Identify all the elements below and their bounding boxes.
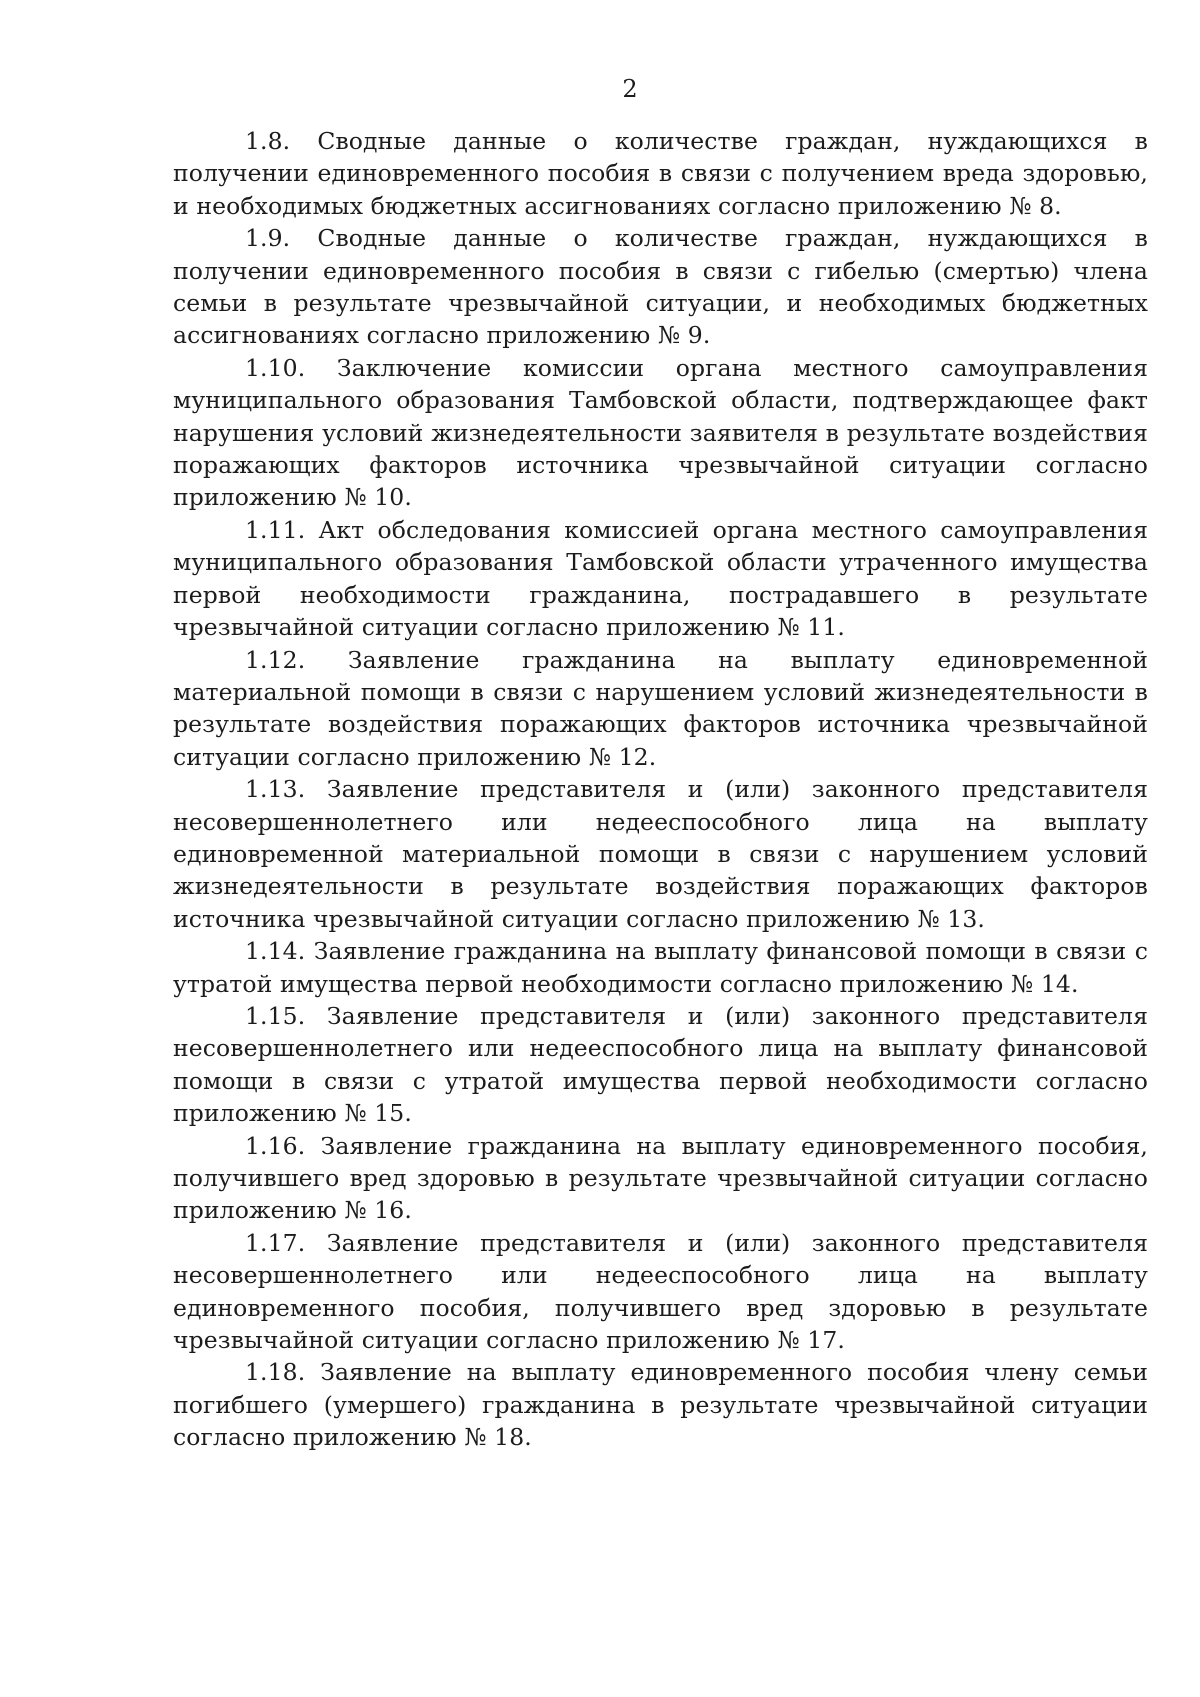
paragraph-1-10: 1.10. Заключение комиссии органа местного самоуправления муниципального образования Тамбовской области, подтверждающее факт нарушения условий жизнедеятельности заявителя в результате воздействия поражающих факторов источника чрезвычайной ситуации согласно приложению № 10. [173,353,1148,512]
paragraph-1-16: 1.16. Заявление гражданина на выплату единовременного пособия, получившего вред здоровью в результате чрезвычайной ситуации согласно приложению № 16. [173,1131,1148,1225]
paragraph-1-9: 1.9. Сводные данные о количестве граждан, нуждающихся в получении единовременного пособия в связи с гибелью (смертью) члена семьи в результате чрезвычайной ситуации, и необходимых бюджетных ассигнованиях согласно приложению № 9. [173,224,1148,350]
paragraph-1-15: 1.15. Заявление представителя и (или) законного представителя несовершеннолетнего или недееспособного лица на выплату финансовой помощи в связи с утратой имущества первой необходимости согласно приложению № 15. [173,1001,1148,1128]
paragraph-1-17: 1.17. Заявление представителя и (или) законного представителя несовершеннолетнего или недееспособного лица на выплату единовременного пособия, получившего вред здоровью в результате чрезвычайной ситуации согласно приложению № 17. [173,1228,1148,1355]
paragraph-1-18: 1.18. Заявление на выплату единовременного пособия члену семьи погибшего (умершего) гражданина в результате чрезвычайной ситуации согласно приложению № 18. [173,1358,1148,1452]
page-number: 2 [622,75,638,103]
document-body [173,125,1148,1454]
paragraph-1-8: 1.8. Сводные данные о количестве граждан, нуждающихся в получении единовременного пособия в связи с получением вреда здоровью, и необходимых бюджетных ассигнованиях согласно приложению № 8. [173,127,1148,220]
paragraph-1-14: 1.14. Заявление гражданина на выплату финансовой помощи в связи с утратой имущества первой необходимости согласно приложению № 14. [173,937,1148,998]
paragraph-1-13: 1.13. Заявление представителя и (или) законного представителя несовершеннолетнего или недееспособного лица на выплату единовременной материальной помощи в связи с нарушением условий жизнедеятельности в результате воздействия поражающих факторов источника чрезвычайной ситуации согласно приложению № 13. [173,775,1148,933]
paragraph-1-12: 1.12. Заявление гражданина на выплату единовременной материальной помощи в связи с нарушением условий жизнедеятельности в результате воздействия поражающих факторов источника чрезвычайной ситуации согласно приложению № 12. [173,645,1148,771]
paragraph-1-11: 1.11. Акт обследования комиссией органа местного самоуправления муниципального образования Тамбовской области утраченного имущества первой необходимости гражданина, пострадавшего в результате чрезвычайной ситуации согласно приложению № 11. [173,515,1148,642]
